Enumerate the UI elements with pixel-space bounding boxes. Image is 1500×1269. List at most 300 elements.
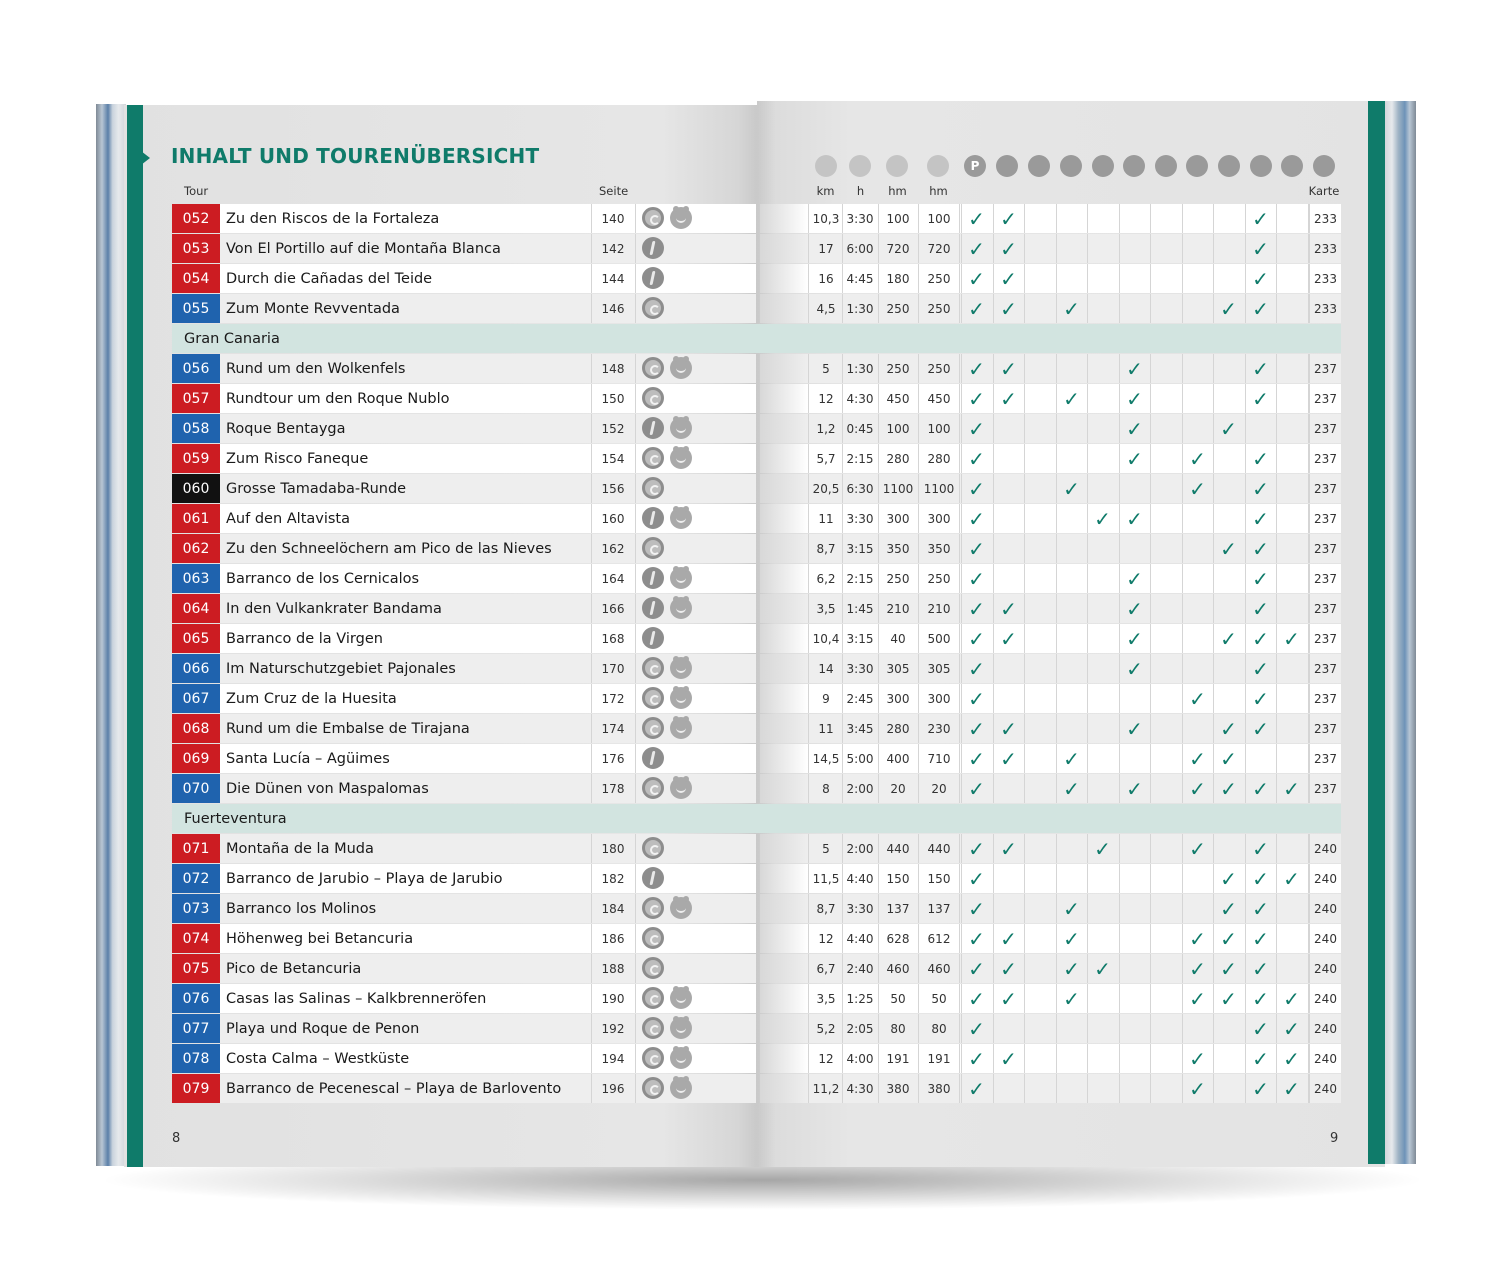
- tour-page[interactable]: 194: [601, 1051, 625, 1066]
- tour-map-number[interactable]: 237: [1314, 391, 1337, 406]
- check-mark-icon: [961, 984, 992, 1013]
- tour-map-number[interactable]: 240: [1314, 841, 1337, 856]
- empty-cell: [1182, 864, 1213, 893]
- check-mark-icon: [1245, 1014, 1276, 1043]
- check-mark-icon: [961, 534, 992, 563]
- check-mark-icon: [1119, 594, 1150, 623]
- column-divider: [918, 384, 919, 413]
- tour-row[interactable]: [172, 744, 756, 773]
- tour-row[interactable]: [172, 534, 756, 563]
- column-divider: [808, 894, 809, 923]
- tour-descent: 380: [927, 1081, 951, 1096]
- check-mark-icon: [1087, 834, 1118, 863]
- tour-row[interactable]: [172, 504, 756, 533]
- header-h: h: [856, 184, 865, 198]
- column-divider: [959, 354, 960, 383]
- column-divider: [808, 924, 809, 953]
- round-tour-icon: [642, 837, 664, 859]
- tour-name[interactable]: Grosse Tamadaba-Runde: [226, 480, 407, 497]
- empty-cell: [1182, 564, 1213, 593]
- tour-page[interactable]: 148: [601, 361, 625, 376]
- tour-map-number[interactable]: 233: [1314, 301, 1337, 316]
- tour-name[interactable]: Zum Risco Faneque: [226, 450, 369, 467]
- tour-map-number[interactable]: 237: [1314, 661, 1337, 676]
- tour-page[interactable]: 174: [601, 721, 625, 736]
- check-mark-icon: [993, 984, 1024, 1013]
- check-mark-icon: [1245, 264, 1276, 293]
- tour-descent: 250: [927, 301, 951, 316]
- column-divider: [918, 204, 919, 233]
- tour-page[interactable]: 184: [601, 901, 625, 916]
- tour-number: 072: [172, 864, 220, 893]
- family-friendly-icon: [670, 717, 692, 739]
- tour-row[interactable]: [172, 624, 756, 653]
- tour-page[interactable]: 160: [601, 511, 625, 526]
- gutter-shade: [760, 1074, 808, 1103]
- round-tour-icon: [642, 717, 664, 739]
- empty-cell: [1245, 414, 1276, 443]
- column-divider: [842, 1074, 843, 1103]
- column-divider: [959, 414, 960, 443]
- tour-ascent: 100: [886, 421, 910, 436]
- tour-name[interactable]: Zu den Schneelöchern am Pico de las Nieves: [226, 540, 552, 557]
- tour-map-number[interactable]: 240: [1314, 931, 1337, 946]
- tour-page[interactable]: 182: [601, 871, 625, 886]
- empty-cell: [993, 534, 1024, 563]
- check-mark-icon: [961, 264, 992, 293]
- empty-cell: [1056, 444, 1087, 473]
- column-divider: [878, 594, 879, 623]
- empty-cell: [1150, 894, 1181, 923]
- tour-page[interactable]: 170: [601, 661, 625, 676]
- tour-map-number[interactable]: 237: [1314, 601, 1337, 616]
- empty-cell: [993, 864, 1024, 893]
- empty-cell: [1024, 774, 1055, 803]
- tour-row[interactable]: [172, 984, 756, 1013]
- empty-cell: [1024, 504, 1055, 533]
- column-divider: [878, 444, 879, 473]
- check-mark-icon: [1213, 954, 1244, 983]
- check-mark-icon: [993, 834, 1024, 863]
- tour-row[interactable]: [172, 864, 756, 893]
- tour-name[interactable]: Montaña de la Muda: [226, 840, 374, 857]
- empty-cell: [1087, 264, 1118, 293]
- tour-page[interactable]: 178: [601, 781, 625, 796]
- tour-name[interactable]: Zu den Riscos de la Fortaleza: [226, 210, 440, 227]
- check-mark-icon: [1119, 714, 1150, 743]
- tour-duration: 3:30: [846, 511, 874, 526]
- empty-cell: [1150, 1014, 1181, 1043]
- tour-row[interactable]: [172, 714, 756, 743]
- tour-row[interactable]: [172, 414, 756, 443]
- family-face: [676, 425, 686, 433]
- check-mark-icon: [993, 1044, 1024, 1073]
- empty-cell: [1182, 504, 1213, 533]
- column-divider: [918, 744, 919, 773]
- tour-name[interactable]: Roque Bentayga: [226, 420, 346, 437]
- empty-cell: [1276, 294, 1307, 323]
- empty-cell: [1150, 1074, 1181, 1103]
- tour-name[interactable]: Zum Monte Revventada: [226, 300, 400, 317]
- tour-row[interactable]: [172, 564, 756, 593]
- tour-page[interactable]: 164: [601, 571, 625, 586]
- tour-name[interactable]: Santa Lucía – Agüimes: [226, 750, 390, 767]
- check-mark-icon: [1182, 954, 1213, 983]
- tour-page[interactable]: 140: [601, 211, 625, 226]
- empty-cell: [1087, 384, 1118, 413]
- check-mark-icon: [1119, 654, 1150, 683]
- column-divider: [842, 234, 843, 263]
- tour-page[interactable]: 162: [601, 541, 625, 556]
- empty-cell: [993, 504, 1024, 533]
- tour-stats-row: [760, 1044, 1341, 1073]
- empty-cell: [1024, 594, 1055, 623]
- tour-name[interactable]: Rund um den Wolkenfels: [226, 360, 406, 377]
- tour-map-number[interactable]: 240: [1314, 1021, 1337, 1036]
- check-mark-icon: [1245, 534, 1276, 563]
- empty-cell: [1119, 984, 1150, 1013]
- tour-name[interactable]: Pico de Betancuria: [226, 960, 362, 977]
- check-mark-icon: [961, 714, 992, 743]
- family-friendly-icon: [670, 1047, 692, 1069]
- tour-map-number[interactable]: 237: [1314, 451, 1337, 466]
- tour-number: 064: [172, 594, 220, 623]
- family-friendly-icon: [670, 567, 692, 589]
- tour-row[interactable]: [172, 1014, 756, 1043]
- tour-name[interactable]: Durch die Cañadas del Teide: [226, 270, 433, 287]
- empty-cell: [1056, 234, 1087, 263]
- check-mark-icon: [1245, 444, 1276, 473]
- tour-name[interactable]: Rundtour um den Roque Nublo: [226, 390, 450, 407]
- tour-stats-row: [760, 534, 1341, 563]
- check-mark-icon: [1182, 924, 1213, 953]
- tour-row[interactable]: [172, 1074, 756, 1103]
- tour-distance: 8,7: [816, 901, 836, 916]
- check-mark-icon: [1276, 1014, 1307, 1043]
- tour-row[interactable]: [172, 264, 756, 293]
- tour-row[interactable]: [172, 444, 756, 473]
- check-mark-icon: [1213, 714, 1244, 743]
- column-divider: [959, 834, 960, 863]
- empty-cell: [1087, 354, 1118, 383]
- check-mark-icon: [1056, 474, 1087, 503]
- check-mark-icon: [1276, 1044, 1307, 1073]
- tour-map-number[interactable]: 237: [1314, 541, 1337, 556]
- tour-name[interactable]: Zum Cruz de la Huesita: [226, 690, 397, 707]
- tour-map-number[interactable]: 240: [1314, 991, 1337, 1006]
- column-divider: [842, 414, 843, 443]
- tour-ascent: 50: [890, 991, 906, 1006]
- column-divider: [842, 354, 843, 383]
- column-divider: [918, 1044, 919, 1073]
- empty-cell: [1024, 564, 1055, 593]
- gutter-shade: [760, 1014, 808, 1043]
- tour-map-number[interactable]: 233: [1314, 211, 1337, 226]
- tour-duration: 4:45: [846, 271, 874, 286]
- tour-row[interactable]: [172, 1044, 756, 1073]
- tour-map-number[interactable]: 237: [1314, 481, 1337, 496]
- tour-distance: 5: [822, 841, 830, 856]
- tour-name[interactable]: Im Naturschutzgebiet Pajonales: [226, 660, 456, 677]
- empty-cell: [1024, 744, 1055, 773]
- family-face: [676, 215, 686, 223]
- header-hm-up: hm: [888, 184, 907, 198]
- empty-cell: [1150, 594, 1181, 623]
- column-divider: [635, 444, 636, 473]
- empty-cell: [1182, 714, 1213, 743]
- empty-cell: [1087, 924, 1118, 953]
- tour-distance: 5,7: [816, 451, 836, 466]
- tour-row[interactable]: [172, 774, 756, 803]
- tour-name[interactable]: Playa und Roque de Penon: [226, 1020, 420, 1037]
- tour-descent: 350: [927, 541, 951, 556]
- check-mark-icon: [961, 474, 992, 503]
- family-friendly-icon: [670, 777, 692, 799]
- tour-stats-row: [760, 264, 1341, 293]
- tour-ascent: 380: [886, 1081, 910, 1096]
- check-mark-icon: [961, 864, 992, 893]
- column-divider: [842, 744, 843, 773]
- tour-ascent: 280: [886, 451, 910, 466]
- tour-descent: 150: [927, 871, 951, 886]
- tour-number: 063: [172, 564, 220, 593]
- family-friendly-icon: [670, 657, 692, 679]
- tour-name[interactable]: Barranco de Pecenescal – Playa de Barlovento: [226, 1080, 562, 1097]
- tour-row[interactable]: [172, 654, 756, 683]
- round-tour-icon: [642, 1017, 664, 1039]
- empty-cell: [1056, 834, 1087, 863]
- tour-map-number[interactable]: 240: [1314, 961, 1337, 976]
- round-tour-icon: [642, 657, 664, 679]
- round-tour-icon: [642, 357, 664, 379]
- tour-name[interactable]: Costa Calma – Westküste: [226, 1050, 410, 1067]
- empty-cell: [1213, 384, 1244, 413]
- tour-page[interactable]: 154: [601, 451, 625, 466]
- tour-name[interactable]: Von El Portillo auf die Montaña Blanca: [226, 240, 501, 257]
- column-divider: [842, 714, 843, 743]
- tour-number: 060: [172, 474, 220, 503]
- tour-page[interactable]: 196: [601, 1081, 625, 1096]
- tour-row[interactable]: [172, 894, 756, 923]
- empty-cell: [1056, 1074, 1087, 1103]
- column-divider: [808, 474, 809, 503]
- empty-cell: [1213, 564, 1244, 593]
- tour-stats-row: [760, 504, 1341, 533]
- family-friendly-icon: [670, 987, 692, 1009]
- column-divider: [918, 954, 919, 983]
- check-mark-icon: [961, 294, 992, 323]
- empty-cell: [1024, 294, 1055, 323]
- tour-descent: 137: [927, 901, 951, 916]
- tour-name[interactable]: Auf den Altavista: [226, 510, 351, 527]
- column-divider: [808, 744, 809, 773]
- gutter-shade: [760, 504, 808, 533]
- tour-map-number[interactable]: 237: [1314, 781, 1337, 796]
- empty-cell: [1276, 894, 1307, 923]
- tour-name[interactable]: Höhenweg bei Betancuria: [226, 930, 414, 947]
- tour-duration: 2:00: [846, 841, 874, 856]
- tour-name[interactable]: In den Vulkankrater Bandama: [226, 600, 442, 617]
- tour-duration: 3:15: [846, 541, 874, 556]
- check-mark-icon: [1276, 864, 1307, 893]
- tour-row[interactable]: [172, 474, 756, 503]
- museum-icon: [1218, 155, 1240, 177]
- tour-row[interactable]: [172, 204, 756, 233]
- column-divider: [635, 1014, 636, 1043]
- tour-name[interactable]: Barranco de la Virgen: [226, 630, 383, 647]
- tour-ascent: 350: [886, 541, 910, 556]
- tour-distance: 5,2: [816, 1021, 836, 1036]
- empty-cell: [993, 654, 1024, 683]
- tour-row[interactable]: [172, 234, 756, 263]
- tour-distance: 4,5: [816, 301, 836, 316]
- tour-distance: 16: [818, 271, 834, 286]
- tour-page[interactable]: 150: [601, 391, 625, 406]
- tour-map-number[interactable]: 237: [1314, 691, 1337, 706]
- column-divider: [918, 564, 919, 593]
- tour-page[interactable]: 192: [601, 1021, 625, 1036]
- tour-map-number[interactable]: 237: [1314, 361, 1337, 376]
- tour-map-number[interactable]: 233: [1314, 241, 1337, 256]
- check-mark-icon: [961, 774, 992, 803]
- tour-map-number[interactable]: 237: [1314, 721, 1337, 736]
- tour-row[interactable]: [172, 384, 756, 413]
- check-mark-icon: [993, 954, 1024, 983]
- tour-distance: 8,7: [816, 541, 836, 556]
- tour-page[interactable]: 188: [601, 961, 625, 976]
- empty-cell: [1024, 834, 1055, 863]
- tour-number: 066: [172, 654, 220, 683]
- column-divider: [878, 924, 879, 953]
- column-divider: [808, 414, 809, 443]
- tour-name[interactable]: Barranco los Molinos: [226, 900, 377, 917]
- check-mark-icon: [1276, 1074, 1307, 1103]
- column-divider: [918, 894, 919, 923]
- tour-map-number[interactable]: 237: [1314, 511, 1337, 526]
- tour-page[interactable]: 176: [601, 751, 625, 766]
- empty-cell: [1087, 984, 1118, 1013]
- check-mark-icon: [1213, 624, 1244, 653]
- check-mark-icon: [1182, 684, 1213, 713]
- empty-cell: [1087, 894, 1118, 923]
- tour-row[interactable]: [172, 954, 756, 983]
- tour-page[interactable]: 146: [601, 301, 625, 316]
- tour-page[interactable]: 180: [601, 841, 625, 856]
- column-divider: [635, 984, 636, 1013]
- round-tour-icon: [642, 1077, 664, 1099]
- header-tour: Tour: [184, 184, 209, 198]
- column-divider: [878, 774, 879, 803]
- tour-name[interactable]: Barranco de Jarubio – Playa de Jarubio: [226, 870, 503, 887]
- column-divider: [959, 504, 960, 533]
- empty-cell: [1024, 954, 1055, 983]
- round-tour-icon: [642, 1047, 664, 1069]
- check-mark-icon: [1245, 204, 1276, 233]
- tour-row[interactable]: [172, 354, 756, 383]
- tour-name[interactable]: Die Dünen von Maspalomas: [226, 780, 429, 797]
- family-face: [676, 785, 686, 793]
- empty-cell: [1056, 264, 1087, 293]
- empty-cell: [1024, 474, 1055, 503]
- empty-cell: [1024, 864, 1055, 893]
- family-friendly-icon: [670, 447, 692, 469]
- column-divider: [959, 204, 960, 233]
- tour-page[interactable]: 186: [601, 931, 625, 946]
- tour-map-number[interactable]: 237: [1314, 421, 1337, 436]
- tour-map-number[interactable]: 240: [1314, 1081, 1337, 1096]
- column-divider: [808, 234, 809, 263]
- tour-map-number[interactable]: 240: [1314, 901, 1337, 916]
- empty-cell: [1087, 744, 1118, 773]
- tour-ascent: 440: [886, 841, 910, 856]
- empty-cell: [1056, 354, 1087, 383]
- descent-icon: [927, 155, 949, 177]
- empty-cell: [1150, 684, 1181, 713]
- tour-page[interactable]: 168: [601, 631, 625, 646]
- check-mark-icon: [993, 204, 1024, 233]
- tour-name[interactable]: Casas las Salinas – Kalkbrenneröfen: [226, 990, 487, 1007]
- tour-map-number[interactable]: 237: [1314, 571, 1337, 586]
- tour-name[interactable]: Barranco de los Cernicalos: [226, 570, 420, 587]
- tour-row[interactable]: [172, 834, 756, 863]
- tour-page[interactable]: 172: [601, 691, 625, 706]
- empty-cell: [1119, 744, 1150, 773]
- mobile-phone-icon: [1313, 155, 1335, 177]
- check-mark-icon: [1182, 744, 1213, 773]
- tour-number: 075: [172, 954, 220, 983]
- tour-page[interactable]: 166: [601, 601, 625, 616]
- column-divider: [918, 294, 919, 323]
- check-mark-icon: [961, 684, 992, 713]
- tour-map-number[interactable]: 233: [1314, 271, 1337, 286]
- empty-cell: [1119, 1014, 1150, 1043]
- check-mark-icon: [961, 954, 992, 983]
- tour-duration: 1:30: [846, 361, 874, 376]
- tour-page[interactable]: 142: [601, 241, 625, 256]
- tour-number: 077: [172, 1014, 220, 1043]
- tour-row[interactable]: [172, 594, 756, 623]
- round-tour-icon: [642, 897, 664, 919]
- empty-cell: [1087, 864, 1118, 893]
- tour-page[interactable]: 152: [601, 421, 625, 436]
- tour-page[interactable]: 144: [601, 271, 625, 286]
- tour-page[interactable]: 156: [601, 481, 625, 496]
- tour-map-number[interactable]: 237: [1314, 631, 1337, 646]
- tour-number: 076: [172, 984, 220, 1013]
- check-mark-icon: [961, 834, 992, 863]
- tour-name[interactable]: Rund um die Embalse de Tirajana: [226, 720, 470, 737]
- column-divider: [918, 624, 919, 653]
- empty-cell: [1150, 834, 1181, 863]
- column-divider: [635, 834, 636, 863]
- tour-page[interactable]: 190: [601, 991, 625, 1006]
- check-mark-icon: [1245, 834, 1276, 863]
- empty-cell: [1150, 1044, 1181, 1073]
- column-divider: [808, 1014, 809, 1043]
- round-tour-icon: [642, 957, 664, 979]
- tour-row[interactable]: [172, 684, 756, 713]
- tour-descent: 100: [927, 211, 951, 226]
- tour-number: 078: [172, 1044, 220, 1073]
- column-divider: [842, 924, 843, 953]
- tour-map-number[interactable]: 240: [1314, 1051, 1337, 1066]
- tour-ascent: 210: [886, 601, 910, 616]
- tour-map-number[interactable]: 237: [1314, 751, 1337, 766]
- tour-row[interactable]: [172, 294, 756, 323]
- tour-row[interactable]: [172, 924, 756, 953]
- tour-number: 074: [172, 924, 220, 953]
- tour-map-number[interactable]: 240: [1314, 871, 1337, 886]
